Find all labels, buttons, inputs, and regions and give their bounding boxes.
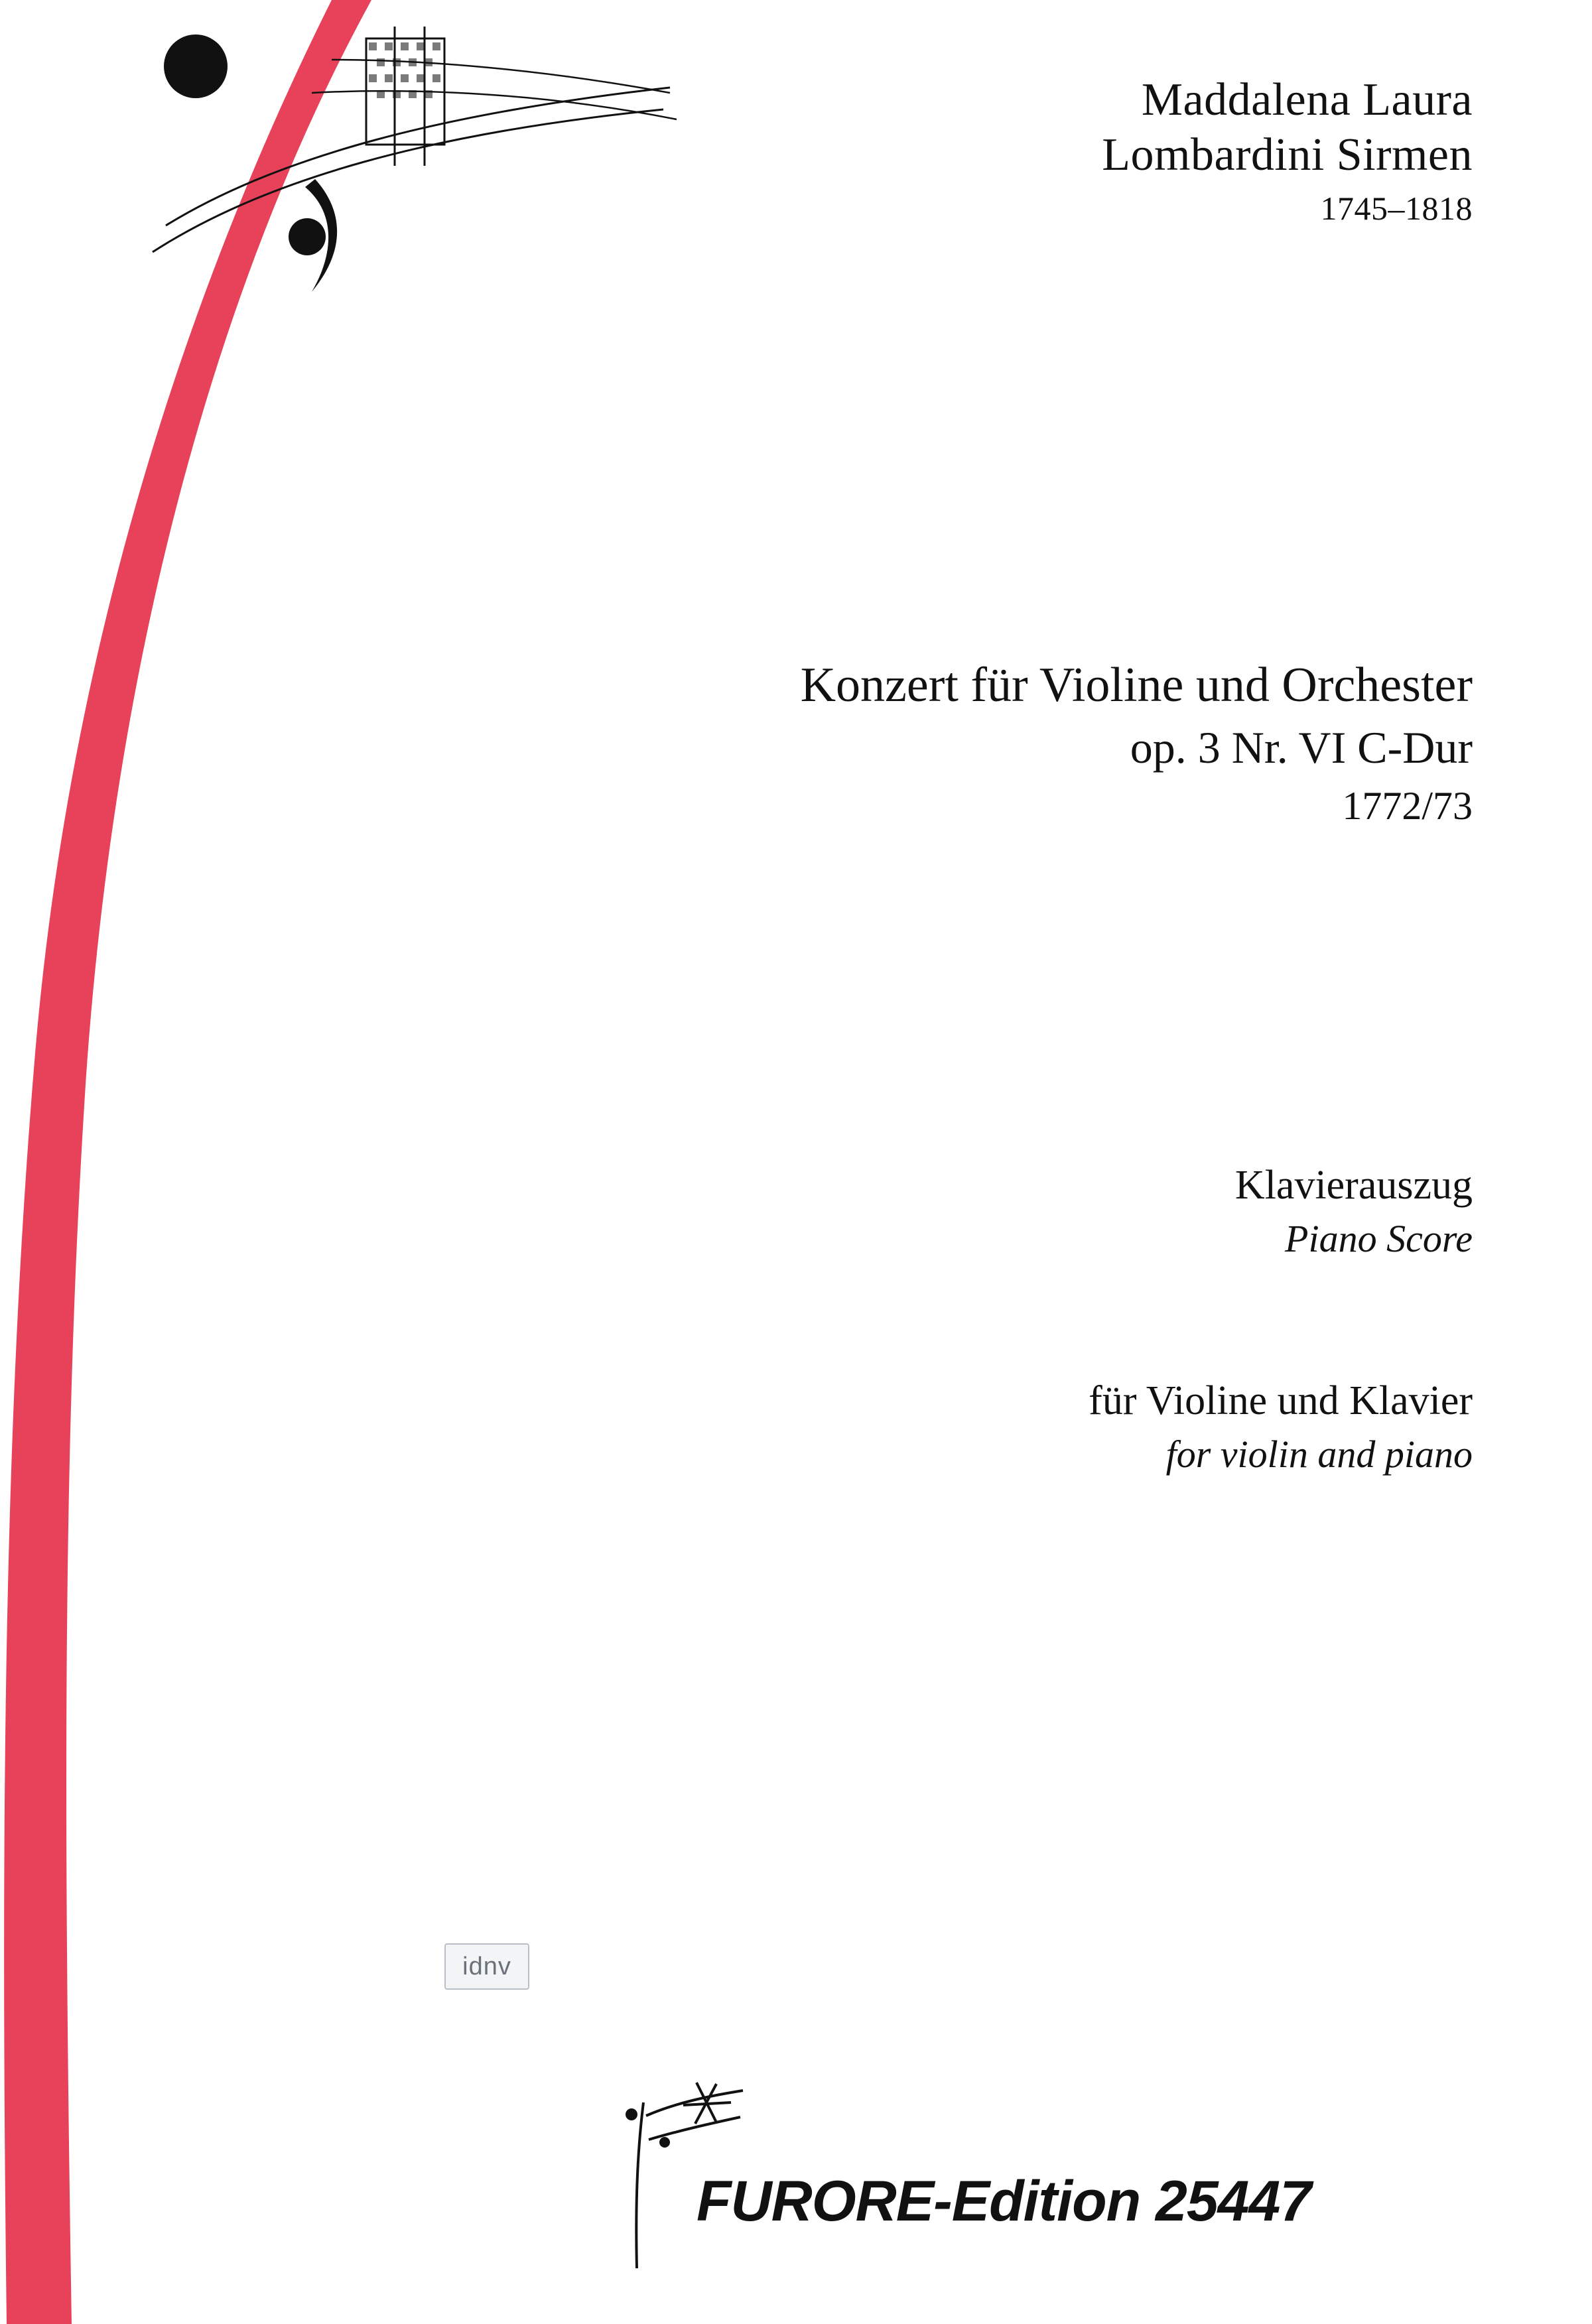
work-year: 1772/73 bbox=[1342, 784, 1473, 828]
publisher-name: FURORE-Edition 25447 bbox=[696, 2169, 1311, 2233]
instrumentation-german: für Violine und Klavier bbox=[1089, 1378, 1473, 1423]
work-title-block bbox=[801, 657, 1473, 832]
composer-dates: 1745–1818 bbox=[1320, 190, 1473, 227]
instrumentation-english: for violin and piano bbox=[1165, 1433, 1473, 1476]
work-subtitle: op. 3 Nr. VI C-Dur bbox=[1130, 722, 1473, 773]
idnv-badge: idnv bbox=[444, 1943, 529, 1990]
page-title: Konzert für Violine und Orchester bbox=[800, 658, 1473, 712]
edition-type-german: Klavierauszug bbox=[1234, 1163, 1473, 1208]
instrumentation-block bbox=[1089, 1376, 1473, 1480]
edition-type-english: Piano Score bbox=[1285, 1217, 1473, 1261]
composer-name-line-2: Lombardini Sirmen bbox=[1102, 129, 1473, 180]
edition-type-block bbox=[1235, 1161, 1473, 1264]
publisher-logo-artwork-icon bbox=[146, 13, 690, 325]
composer-name-line-1: Maddalena Laura bbox=[1141, 74, 1473, 125]
composer-block bbox=[1102, 73, 1473, 231]
